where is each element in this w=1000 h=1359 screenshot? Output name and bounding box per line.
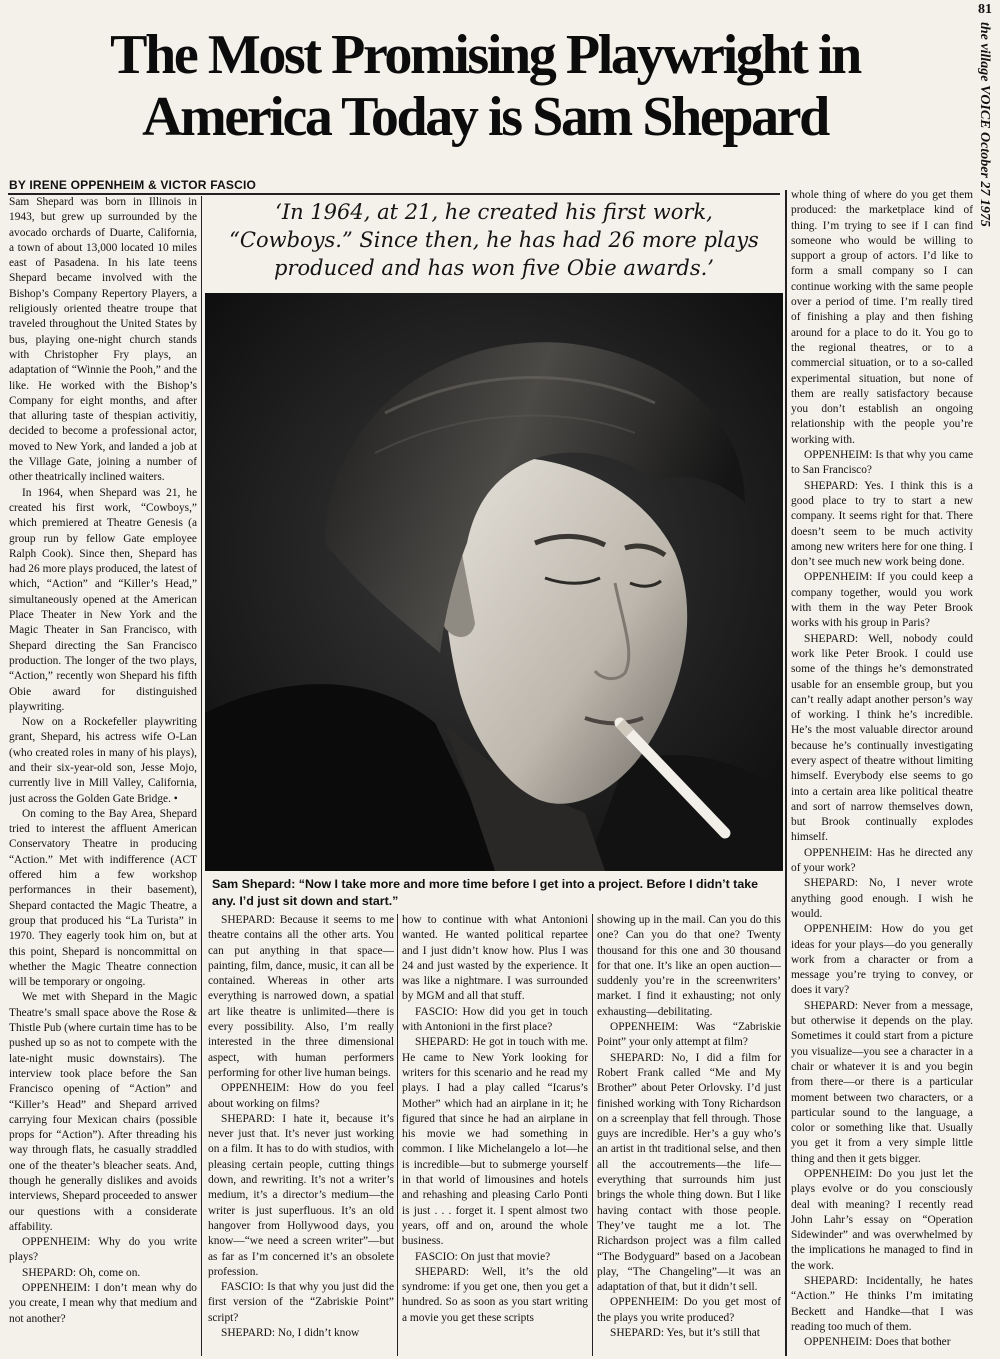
pull-quote: ‘In 1964, at 21, he created his first work, “Cowboys.” Since then, he has had 26 more plays produced and has won five Obie awards.’ [229,200,759,280]
paragraph: OPPENHEIM: I don’t mean why do you create, I mean why that medium and not another? [9,1282,197,1325]
paragraph: showing up in the mail. Can you do this one? Can you do that one? Twenty thousand for this one and 30 thousand for that one. It’s like an open auction—suddenly you’re in the screenwriters’ market. I find it exhausting; not only exhausting—debilitating. [597,914,781,1018]
photo-caption: Sam Shepard: “Now I take more and more time before I get into a project. Before I didn’t take any. I’d just sit down and start.” [212,877,758,908]
paragraph: OPPENHEIM: How do you get ideas for your plays—do you generally work from a character or from a message you’re trying to convey, or does it vary? [791,923,973,997]
rule-col5-left [785,190,787,1356]
rule-col2-right [397,914,398,1356]
paragraph: SHEPARD: Well, nobody could work like Peter Brook. I could use some of the things he’s demonstrated usable for an ensemble group, but you can’t really adapt another person’s way of working. I think he’s incredible. He’s the most valuable director around because he’s continually investigating every aspect of theatre without limiting himself. Everybody else seems to go into a certain area like political theatre and sort of narrow themselves down, but Brook continually explodes himself. [791,632,973,844]
publication-dateline: the village VOICE October 27 1975 [977,22,992,227]
paragraph: OPPENHEIM: If you could keep a company together, would you work with them in the way Peter Brook works with his group in Paris? [791,571,973,630]
page-number: 81 [978,2,992,17]
paragraph: Sam Shepard was born in Illinois in 1943, but grew up surrounded by the avocado orchards of Duarte, California, a town of about 13,000 located 10 miles east of Pasadena. In his late teens Shepard became involved with the Bishop’s Company Repertory Players, a religiously oriented theatre troupe that traveled throughout the United States by bus, playing one-night church stands with Christopher Fry plays, an adaptation of “Winnie the Pooh,” and the like. He worked with the Bishop’s Company for eight months, and after that alluring taste of thespian activitiy, decided to become a professional actor, moved to New York, and landed a job at the Village Gate, joining a number of other theatrically inclined waiters. [9,196,197,484]
paragraph: SHEPARD: No, I never wrote anything good enough. I wish he would. [791,877,973,920]
paragraph: FASCIO: How did you get in touch with Antonioni in the first place? [402,1005,588,1034]
paragraph: SHEPARD: Never from a message, but otherwise it depends on the play. Sometimes it could start from a picture you visualize—you see a character in a chair or whatever it is and you begin from there—or there is a particular moment between two characters, or a particular sound to the language, a color or something like that. Usually you get it from a very simple little thing and then it gets bigger. [791,999,973,1165]
rule-col3-right [592,914,593,1356]
column-1 [9,195,197,1357]
paragraph: OPPENHEIM: Has he directed any of your work? [791,846,973,875]
portrait-illustration [205,293,783,871]
paragraph: SHEPARD: Because it seems to me theatre contains all the other arts. You can put anything in that space—painting, film, dance, music, it can all be contained. Whereas in other arts everything is narrowed down, a spatial art like theatre is unlimited—there is every possibility. Also, I’m really interested in the three dimensional aspect, with human performers performing for other live human beings. [208,914,394,1079]
paragraph: In 1964, when Shepard was 21, he created his first work, “Cowboys,” which premiered at Theatre Genesis (a group run by fellow Gate employee Ralph Cook). Since then, Shepard has had 26 more plays produced, the latest of which, “Action” and “Killer’s Head,” simultaneously opened at the American Place Theater in New York and the Magic Theater in San Francisco, with Shepard directing the San Francisco production. The longer of the two plays, “Action,” recently won Shepard his fifth Obie award for distinguished playwriting. [9,486,197,713]
paragraph: Now on a Rockefeller playwriting grant, Shepard, his actress wife O-Lan (who created roles in many of his plays), and their six-year-old son, Jesse Mojo, currently live in Mill Valley, California, just across the Golden Gate Bridge. • [9,716,197,805]
paragraph: how to continue with what Antonioni wanted. He wanted political repartee and I just didn’t know how. Plus I was 24 and just wasted by the experience. It was like a nightmare. I was surrounded by MGM and all that stuff. [402,914,588,1003]
paragraph: SHEPARD: Well, it’s the old syndrome: if you get one, then you get a hundred. So as soon as you start writing a movie you get these scripts [402,1265,588,1324]
paragraph: FASCIO: On just that movie? [415,1250,551,1263]
column-4 [597,913,781,1357]
paragraph: OPPENHEIM: How do you feel about working on films? [208,1082,394,1110]
paragraph: SHEPARD: Yes, but it’s still that [610,1327,760,1340]
paragraph: OPPENHEIM: Why do you write plays? [9,1236,197,1264]
paragraph: SHEPARD: Incidentally, he hates “Action.” He thinks I’m imitating Beckett and Handke—that I was reading too much of them. [791,1275,973,1333]
column-2 [208,913,394,1357]
rule-col1-right [201,196,202,1356]
byline: BY IRENE OPPENHEIM & VICTOR FASCIO [9,178,257,192]
paragraph: OPPENHEIM: Do you just let the plays evolve or do you consciously deal with meaning? I recently read John Lahr’s essay on “Operation Sidewinder” and was overwhelmed by the implications he managed to find in the work. [791,1168,973,1272]
paragraph: OPPENHEIM: Was “Zabriskie Point” your only attempt at film? [597,1021,781,1049]
paragraph: SHEPARD: I hate it, because it’s never just that. It’s never just working on a film. It has to do with studios, with pleasing certain people, cutting things down, and rewriting. It’s not a writer’s medium, it’s a director’s medium—the writer is just superfluous. It’s an old hangover from Hollywood days, you know—“we need a screen writer”—but as far as I’m concerned it’s an obsolete profession. [208,1112,394,1278]
paragraph: SHEPARD: Oh, come on. [22,1266,141,1279]
paragraph: OPPENHEIM: Do you get most of the plays you write produced? [597,1296,781,1324]
paragraph: SHEPARD: Yes. I think this is a good place to try to start a new company. It seems right for that. There doesn’t seem to be much activity among new writers here for one thing. I don’t see much new work being done. [791,479,973,569]
paragraph: On coming to the Bay Area, Shepard tried to interest the affluent American Conservatory Theatre in producing “Action.” Met with indifference (ACT offered him a few workshop performances in their basement), Shepard contacted the Magic Theatre, a group that produced his “La Turista” in 1970. They eagerly took him on, but at this point, Shepard is noncommittal on whether the Magic Theatre connection will be temporary or ongoing. [9,807,197,989]
headline: The Most Promising Playwright in America Today is Sam Shepard [110,24,860,148]
paragraph: whole thing of where do you get them produced: the marketplace kind of thing. I’m trying to see if I can find someone who would be willing to support a group of actors. I’d like to form a small company so I can continue working with the same people over a period of time. I’m really tired of finishing a play and then fishing around for a place to do it. You go to the regional theatres, or to a commercial situation, or to a so-called experimental situation, but none of them are really satisfactory because you don’t establish an ongoing relationship with the people you’re working with. [791,189,973,446]
column-5 [791,188,973,1357]
paragraph: FASCIO: Is that why you just did the first version of the “Zabriskie Point” script? [208,1281,394,1324]
paragraph: OPPENHEIM: Is that why you came to San Francisco? [791,449,973,477]
paragraph: SHEPARD: He got in touch with me. He came to New York looking for writers for this scenario and he read my plays. I had a play called “Icarus’s Mother” which had an airplane in it; he figured that since he had an airplane in his movie we had something in common. I like Michelangelo a lot—he is incredible—but to submerge yourself in that world of limousines and hotels and rehashing and pleasing Carlo Ponti is just . . . forget it. I spent almost two years, off and on, around the whole business. [402,1036,588,1248]
paragraph: OPPENHEIM: Does that bother [804,1336,951,1349]
column-3 [402,913,588,1357]
paragraph: SHEPARD: No, I did a film for Robert Frank called “Me and My Brother” about Peter Orlovsky. I’d just finished working with Tony Richardson on a screenplay that fell through. Those guys are incredible. Her’s a guy who’s an artist in tht traditional selse, and then all the accoutrements—the life—everything that surrounds him just brings the whole thing down. But I like having contact with those people. They’ve taught me a lot. The Richardson project was a film called “The Bodyguard” based on a Jacobean play, “The Changeling”—it was an adaptation of that, but it didn’t sell. [597,1051,781,1294]
masthead [972,0,998,400]
portrait-photo [205,293,783,871]
paragraph: We met with Shepard in the Magic Theatre’s small space above the Rose & Thistle Pub (where curtain time has to be pushed up so as not to compete with the late-night music downstairs). The interview took place before the San Francisco opening of “Action” and “Killer’s Head” and Shepard arrived carrying four Mexican chairs (possible props for “Action”). After threading his way through flats, he casually straddled one of the theater’s bleacher seats. And, though he generally dislikes and avoids interviews, Shepard proceeded to answer our questions with a considerate affability. [9,991,197,1233]
paragraph: SHEPARD: No, I didn’t know [221,1327,360,1340]
